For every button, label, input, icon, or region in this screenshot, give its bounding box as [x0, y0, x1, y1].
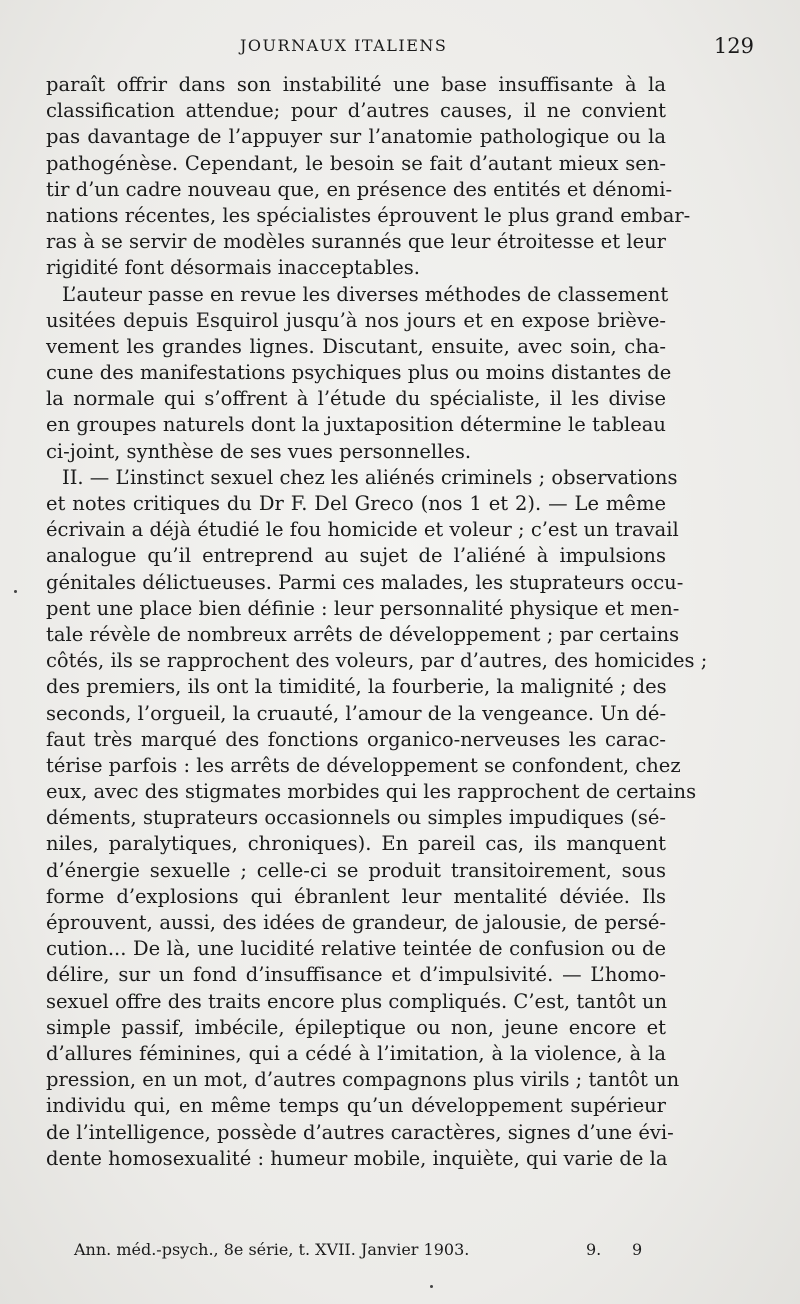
- text-line: eux, avec des stigmates morbides qui les rapprochent de certains: [46, 780, 697, 804]
- text-line: de l’intelligence, possède d’autres caractères, signes d’une évi-: [46, 1120, 674, 1144]
- text-line: des premiers, ils ont la timidité, la fourberie, la malignité ; des: [46, 675, 667, 699]
- page-number: 129: [713, 34, 754, 58]
- text-line: d’énergie sexuelle ; celle-ci se produit transitoirement, sous: [46, 858, 666, 882]
- text-line: pression, en un mot, d’autres compagnons plus virils ; tantôt un: [46, 1068, 680, 1092]
- print-speck: [14, 590, 17, 593]
- running-head: JOURNAUX ITALIENS: [240, 36, 448, 55]
- text-line: nations récentes, les spécialistes éprouvent le plus grand embar-: [46, 203, 691, 227]
- text-line: faut très marqué des fonctions organico-nerveuses les carac-: [46, 727, 666, 751]
- text-line: paraît offrir dans son instabilité une base insuffisante à la: [46, 73, 666, 96]
- text-line: pathogénèse. Cependant, le besoin se fait d’autant mieux sen-: [46, 151, 666, 175]
- text-line: génitales délictueuses. Parmi ces malades, les stuprateurs occu-: [46, 570, 684, 594]
- text-line: la normale qui s’offrent à l’étude du spécialiste, il les divise: [46, 387, 666, 411]
- text-line: sexuel offre des traits encore plus compliqués. C’est, tantôt un: [46, 989, 668, 1013]
- text-line: tir d’un cadre nouveau que, en présence des entités et dénomi-: [46, 177, 673, 201]
- page-footer: [74, 1240, 674, 1264]
- text-line: simple passif, imbécile, épileptique ou non, jeune encore et: [46, 1015, 666, 1039]
- body-text: [46, 72, 708, 1172]
- text-line: écrivain a déjà étudié le fou homicide et voleur ; c’est un travail: [46, 518, 679, 542]
- text-line: ras à se servir de modèles surannés que leur étroitesse et leur: [46, 230, 666, 254]
- text-line: niles, paralytiques, chroniques). En pareil cas, ils manquent: [46, 832, 666, 856]
- print-speck: [430, 1285, 433, 1288]
- text-line: rigidité font désormais inacceptables.: [46, 256, 420, 280]
- text-line: éprouvent, aussi, des idées de grandeur, de jalousie, de persé-: [46, 911, 666, 934]
- text-line: usitées depuis Esquirol jusqu’à nos jours et en expose briève-: [46, 308, 666, 332]
- text-line: pent une place bien définie : leur personnalité physique et men-: [46, 596, 680, 620]
- text-line: tale révèle de nombreux arrêts de développement ; par certains: [46, 622, 680, 646]
- text-line: seconds, l’orgueil, la cruauté, l’amour de la vengeance. Un dé-: [46, 701, 667, 725]
- text-line: dente homosexualité : humeur mobile, inquiète, qui varie de la: [46, 1146, 668, 1170]
- text-line: analogue qu’il entreprend au sujet de l’aliéné à impulsions: [46, 544, 666, 568]
- text-line: vement les grandes lignes. Discutant, ensuite, avec soin, cha-: [46, 334, 666, 358]
- text-line: térise parfois : les arrêts de développement se confondent, chez: [46, 753, 681, 777]
- signature-mark: 9.: [586, 1240, 602, 1259]
- text-line: L’auteur passe en revue les diverses méthodes de classement: [62, 282, 669, 306]
- text-line: cution... De là, une lucidité relative teintée de confusion ou de: [46, 937, 666, 961]
- text-line: classification attendue; pour d’autres causes, il ne convient: [46, 99, 666, 123]
- text-line: individu qui, en même temps qu’un développement supérieur: [46, 1094, 666, 1118]
- text-line: et notes critiques du Dr F. Del Greco (nos 1 et 2). — Le même: [46, 492, 666, 515]
- text-line: cune des manifestations psychiques plus ou moins distantes de: [46, 361, 672, 385]
- text-line: déments, stuprateurs occasionnels ou simples impudiques (sé-: [46, 806, 666, 830]
- text-line: d’allures féminines, qui a cédé à l’imitation, à la violence, à la: [46, 1041, 666, 1065]
- text-line: ci-joint, synthèse de ses vues personnelles.: [46, 439, 472, 463]
- text-line: forme d’explosions qui ébranlent leur mentalité déviée. Ils: [46, 884, 666, 908]
- signature-mark-2: 9: [632, 1240, 643, 1259]
- page-header: [46, 34, 754, 60]
- text-line: délire, sur un fond d’insuffisance et d’impulsivité. — L’homo-: [46, 963, 666, 987]
- text-line: II. — L’instinct sexuel chez les aliénés criminels ; observations: [62, 465, 678, 489]
- text-line: en groupes naturels dont la juxtaposition détermine le tableau: [46, 413, 666, 437]
- text-line: côtés, ils se rapprochent des voleurs, par d’autres, des homicides ;: [46, 649, 708, 673]
- text-line: pas davantage de l’appuyer sur l’anatomie pathologique ou la: [46, 125, 666, 149]
- journal-reference: Ann. méd.-psych., 8e série, t. XVII. Janvier 1903.: [74, 1240, 470, 1259]
